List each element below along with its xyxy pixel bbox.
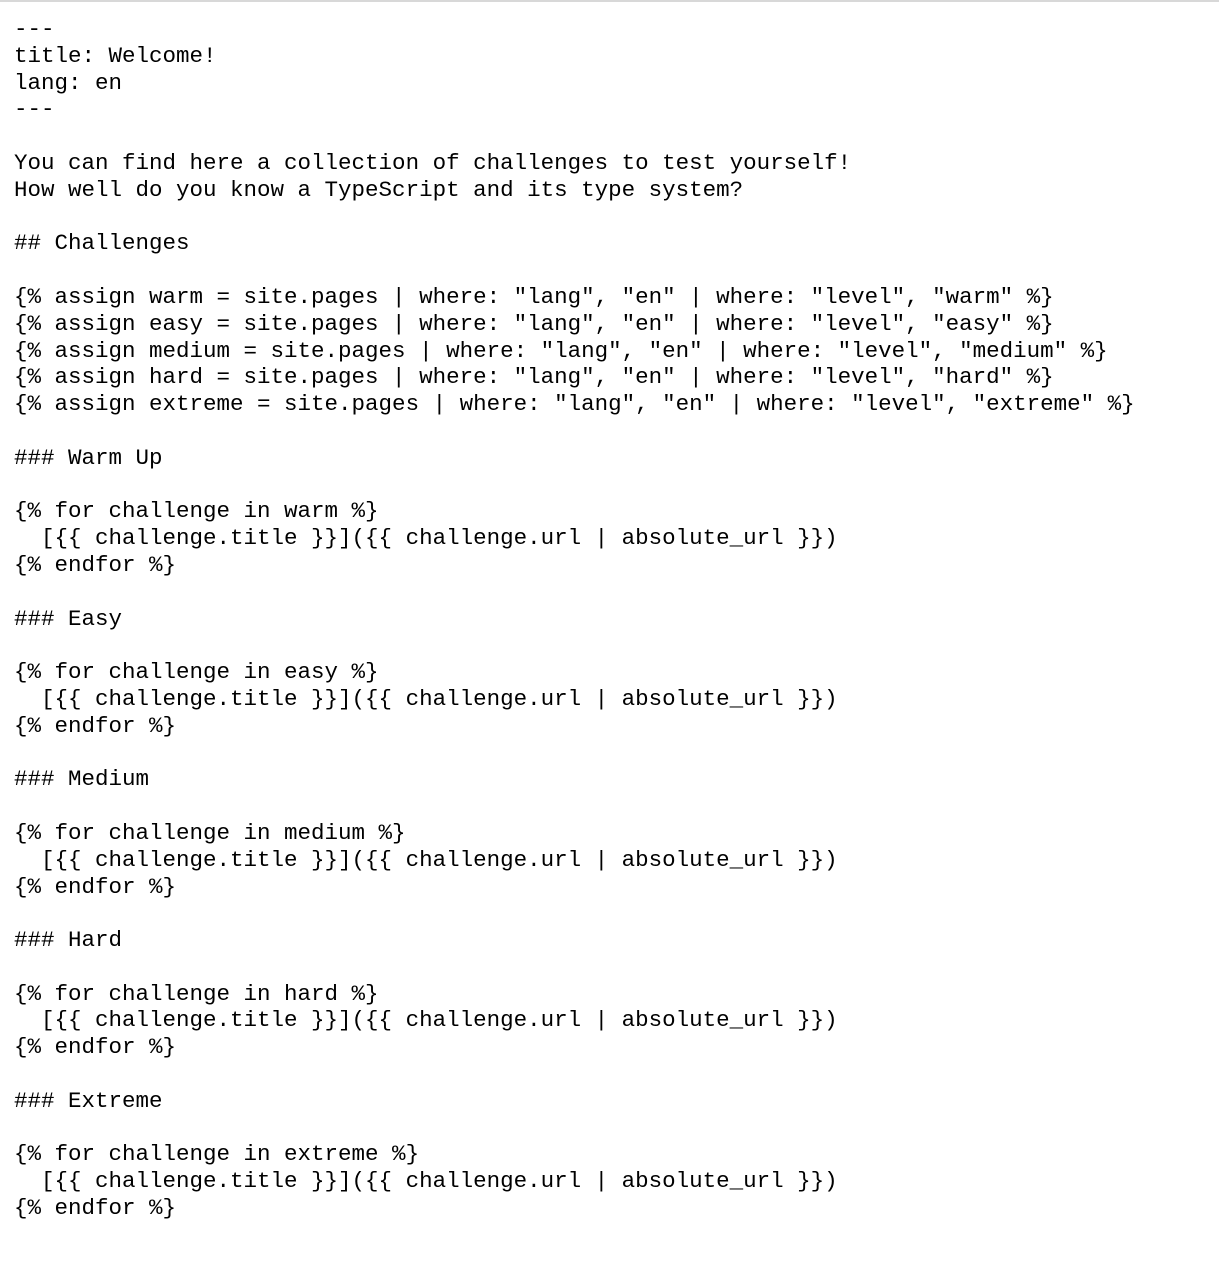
subsection-heading: ### Medium — [14, 766, 150, 793]
for-loop-end: {% endfor %} — [14, 873, 177, 900]
for-loop-start: {% for challenge in medium %} — [14, 819, 406, 846]
subsection-heading: ### Easy — [14, 605, 123, 632]
challenge-link-template: [{{ challenge.title }}]({{ challenge.url | absolute_url }}) — [14, 1168, 838, 1195]
for-loop-end: {% endfor %} — [14, 1195, 177, 1222]
challenge-link-template: [{{ challenge.title }}]({{ challenge.url | absolute_url }}) — [14, 1007, 838, 1034]
challenge-link-template: [{{ challenge.title }}]({{ challenge.url | absolute_url }}) — [14, 685, 838, 712]
assign-statement: {% assign medium = site.pages | where: "lang", "en" | where: "level", "medium" %} — [14, 337, 1108, 364]
blank-line — [14, 1115, 1135, 1142]
top-border — [0, 0, 1219, 2]
assign-statement: {% assign hard = site.pages | where: "lang", "en" | where: "level", "hard" %} — [14, 364, 1054, 391]
for-loop-start: {% for challenge in easy %} — [14, 659, 379, 686]
assign-statement: {% assign easy = site.pages | where: "lang", "en" | where: "level", "easy" %} — [14, 310, 1054, 337]
for-loop-start: {% for challenge in hard %} — [14, 980, 379, 1007]
subsection-heading: ### Warm Up — [14, 444, 163, 471]
for-loop-end: {% endfor %} — [14, 551, 177, 578]
blank-line — [14, 900, 1135, 927]
subsection-heading: ### Hard — [14, 927, 123, 954]
for-loop-start: {% for challenge in warm %} — [14, 498, 379, 525]
subsection-heading: ### Extreme — [14, 1087, 163, 1114]
for-loop-end: {% endfor %} — [14, 712, 177, 739]
challenge-link-template: [{{ challenge.title }}]({{ challenge.url | absolute_url }}) — [14, 525, 838, 552]
frontmatter-title: title: Welcome! — [14, 42, 217, 69]
blank-line — [14, 1061, 1135, 1088]
blank-line — [14, 954, 1135, 981]
frontmatter-lang: lang: en — [14, 69, 123, 96]
for-loop-start: {% for challenge in extreme %} — [14, 1141, 420, 1168]
blank-line — [14, 740, 1135, 767]
blank-line — [14, 632, 1135, 659]
blank-line — [14, 793, 1135, 820]
intro-text: How well do you know a TypeScript and its type system? — [14, 176, 744, 203]
frontmatter-delimiter: --- — [14, 96, 55, 123]
blank-line — [14, 579, 1135, 606]
source-document — [14, 16, 1135, 1222]
blank-line — [14, 472, 1135, 499]
blank-line — [14, 257, 1135, 284]
assign-statement: {% assign warm = site.pages | where: "lang", "en" | where: "level", "warm" %} — [14, 283, 1054, 310]
intro-text: You can find here a collection of challenges to test yourself! — [14, 149, 852, 176]
blank-line — [14, 418, 1135, 445]
for-loop-end: {% endfor %} — [14, 1034, 177, 1061]
section-heading: ## Challenges — [14, 230, 190, 257]
blank-line — [14, 123, 1135, 150]
frontmatter-delimiter: --- — [14, 16, 55, 42]
blank-line — [14, 204, 1135, 231]
challenge-link-template: [{{ challenge.title }}]({{ challenge.url | absolute_url }}) — [14, 846, 838, 873]
assign-statement: {% assign extreme = site.pages | where: "lang", "en" | where: "level", "extreme" %} — [14, 391, 1135, 418]
